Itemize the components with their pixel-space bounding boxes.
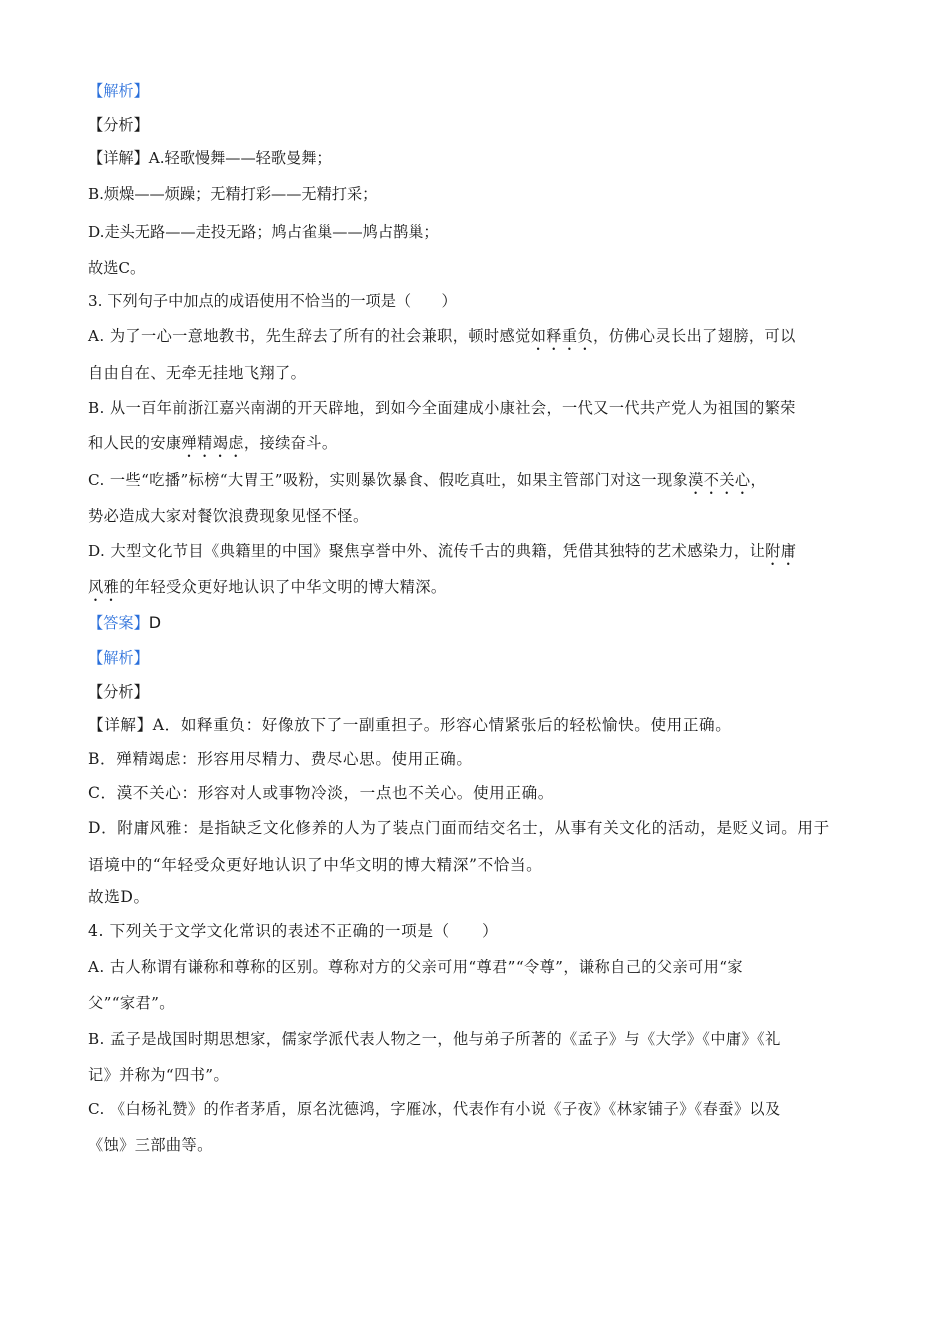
q3-a-dotted-idiom: 如释重负: [530, 327, 594, 345]
q3-d-text-end: 的年轻受众更好地认识了中华文明的博大精深。: [119, 578, 447, 596]
analysis-heading: 【解析】: [88, 82, 149, 100]
q3-detail-c: C．漠不关心：形容对人或事物冷淡，一点也不关心。使用正确。: [88, 784, 554, 802]
q3-option-c-line2: 势必造成大家对餐饮浪费现象见怪不怪。: [88, 507, 369, 525]
q3-c-text-end: ，: [750, 471, 767, 489]
q3-option-c-line1: [88, 469, 766, 498]
q3-detail-a: A．如释重负：好像放下了一副重担子。形容心情紧张后的轻松愉快。使用正确。: [152, 716, 732, 734]
q3-analysis-heading: 【解析】: [88, 649, 149, 667]
q4-option-a-line1: A. 古人称谓有谦称和尊称的区别。尊称对方的父亲可用“尊君”“令尊”，谦称自己的父亲可用“家: [88, 958, 743, 976]
q3-d-dotted-idiom-part2: 风雅: [88, 578, 120, 596]
q3-detail-d-line1: D．附庸风雅：是指缺乏文化修养的人为了装点门面而结交名士，从事有关文化的活动，是贬义词。用于: [88, 819, 830, 837]
q2-detail-b: B.烦燥——烦躁；无精打彩——无精打采；: [88, 185, 378, 203]
q3-option-d-line2: [88, 576, 447, 605]
q3-c-dotted-idiom: 漠不关心: [688, 471, 751, 489]
q4-option-c-line2: 《蚀》三部曲等。: [88, 1136, 213, 1154]
q2-detail-line: [88, 147, 332, 169]
q4-option-b-line2: 记》并称为“四书”。: [88, 1066, 230, 1084]
q3-option-d-line1: [88, 540, 796, 569]
q2-detail-d: D.走头无路——走投无路；鸠占雀巢——鸠占鹊巢；: [88, 223, 439, 241]
q3-detail-line: [88, 714, 731, 736]
fenxi-label: 【分析】: [88, 116, 149, 134]
q3-answer-line: [88, 612, 161, 634]
q3-fenxi-label: 【分析】: [88, 683, 149, 701]
q4-option-b-line1: B. 孟子是战国时期思想家，儒家学派代表人物之一，他与弟子所著的《孟子》与《大学》《中庸》《礼: [88, 1030, 781, 1048]
q3-conclusion: 故选D。: [88, 888, 150, 906]
q3-b-dotted-idiom: 殚精竭虑: [181, 434, 244, 452]
q3-detail-b: B．殚精竭虑：形容用尽精力、费尽心思。使用正确。: [88, 750, 473, 768]
q2-detail-a: A.轻歌慢舞——轻歌曼舞；: [148, 149, 332, 167]
q3-option-b-line1: B. 从一百年前浙江嘉兴南湖的开天辟地，到如今全面建成小康社会，一代又一代共产党人为祖国的繁荣: [88, 399, 796, 417]
q3-option-a-line1: [88, 325, 796, 354]
answer-label: 【答案】: [88, 614, 149, 632]
q3-b-text-end: ，接续奋斗。: [243, 434, 338, 452]
q3-option-a-line2: 自由自在、无牵无挂地飞翔了。: [88, 364, 307, 382]
q2-conclusion: 故选C。: [88, 259, 146, 277]
q4-option-a-line2: 父”“家君”。: [88, 994, 175, 1012]
q3-a-text: A. 为了一心一意地教书，先生辞去了所有的社会兼职，顿时感觉: [88, 327, 531, 345]
q3-detail-d-line2: 语境中的“年轻受众更好地认识了中华文明的博大精深”不恰当。: [88, 856, 543, 874]
q4-option-c-line1: C. 《白杨礼赞》的作者茅盾，原名沈德鸿，字雁冰，代表作有小说《子夜》《林家铺子》《春蚕》以及: [88, 1100, 781, 1118]
q3-a-text-end: ，仿佛心灵长出了翅膀，可以: [593, 327, 796, 345]
q3-stem: 3. 下列句子中加点的成语使用不恰当的一项是（ ）: [88, 292, 457, 310]
q3-c-text: C. 一些“吃播”标榜“大胃王”吸粉，实则暴饮暴食、假吃真吐，如果主管部门对这一现象: [88, 471, 689, 489]
q3-answer-value: D: [148, 613, 162, 632]
xiangjie-label: 【详解】: [88, 149, 149, 167]
q3-d-text: D. 大型文化节目《典籍里的中国》聚焦享誉中外、流传千古的典籍，凭借其独特的艺术感染力，让: [88, 542, 766, 560]
q3-d-dotted-idiom-part1: 附庸: [765, 542, 797, 560]
q4-stem: 4. 下列关于文学文化常识的表述不正确的一项是（ ）: [88, 922, 499, 940]
q3-xiangjie-label: 【详解】: [88, 716, 153, 734]
q3-b-text: 和人民的安康: [88, 434, 182, 452]
q3-option-b-line2: [88, 432, 337, 461]
